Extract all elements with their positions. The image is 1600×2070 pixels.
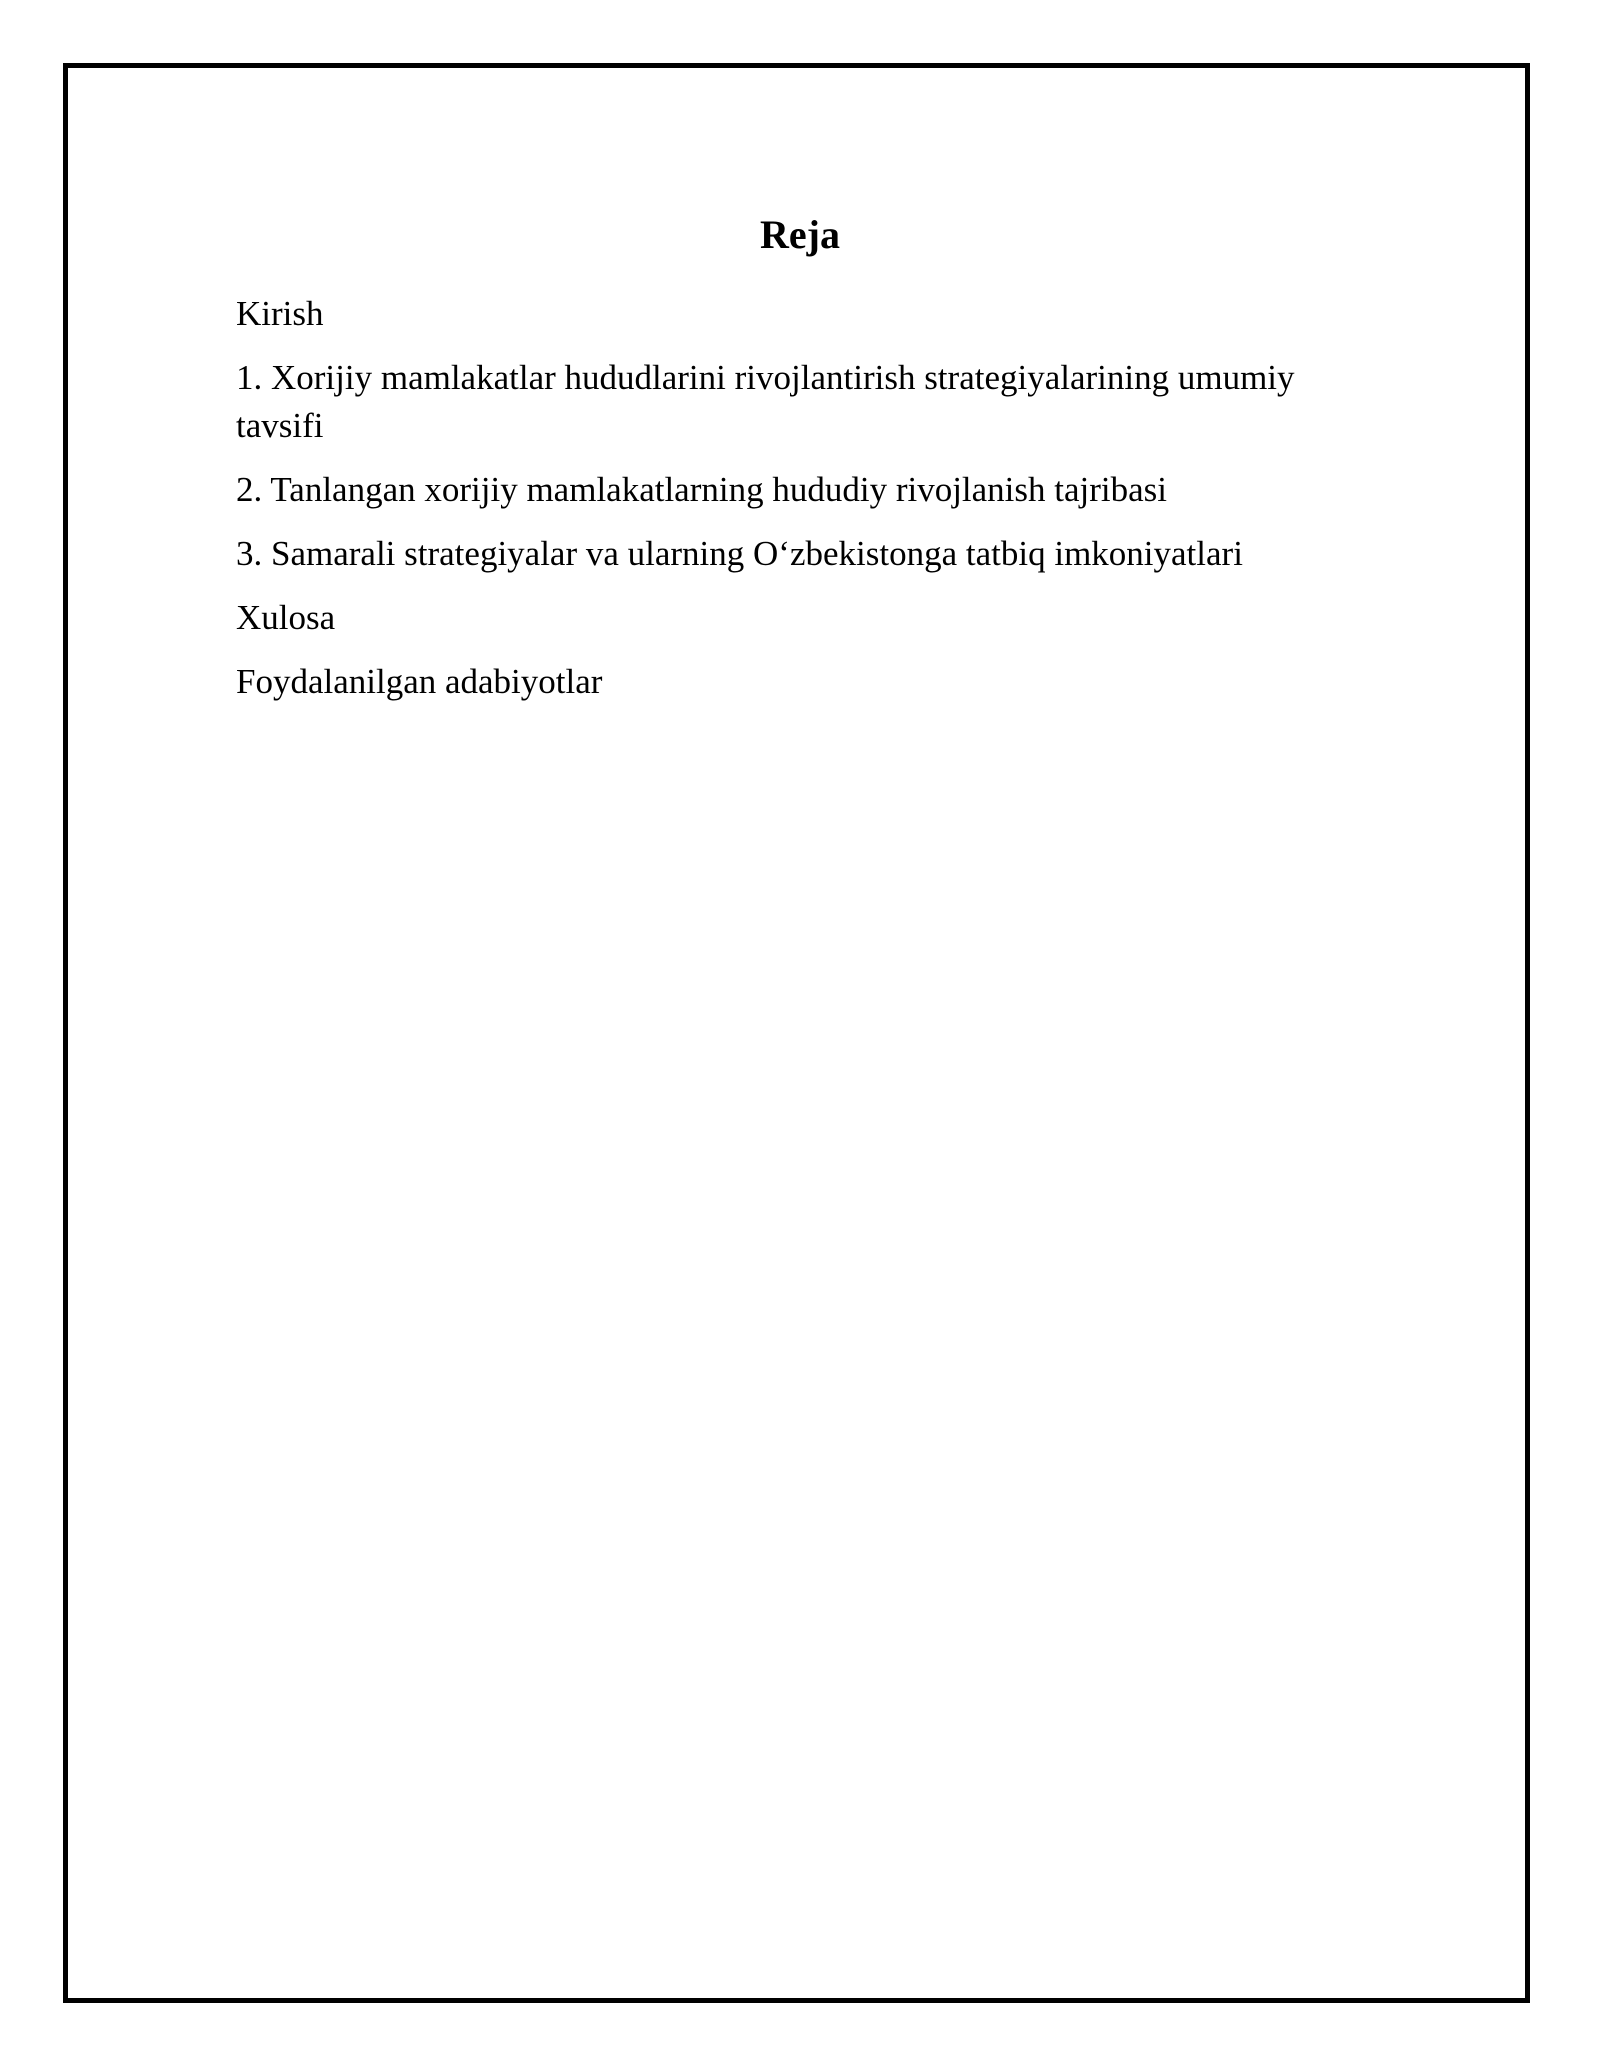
plan-item-2: 2. Tanlangan xorijiy mamlakatlarning hududiy rivojlanish tajribasi	[236, 470, 1168, 509]
plan-item-intro: Kirish	[236, 294, 324, 333]
plan-item-references: Foydalanilgan adabiyotlar	[236, 662, 603, 701]
plan-item-conclusion: Xulosa	[236, 598, 336, 637]
page-title: Reja	[760, 211, 840, 257]
plan-item-1: 1. Xorijiy mamlakatlar hududlarini rivojlantirish strategiyalarining umumiy tavsifi	[236, 358, 1295, 445]
plan-item-3: 3. Samarali strategiyalar va ularning O‘zbekistonga tatbiq imkoniyatlari	[236, 534, 1243, 573]
plan-list	[236, 290, 1366, 722]
